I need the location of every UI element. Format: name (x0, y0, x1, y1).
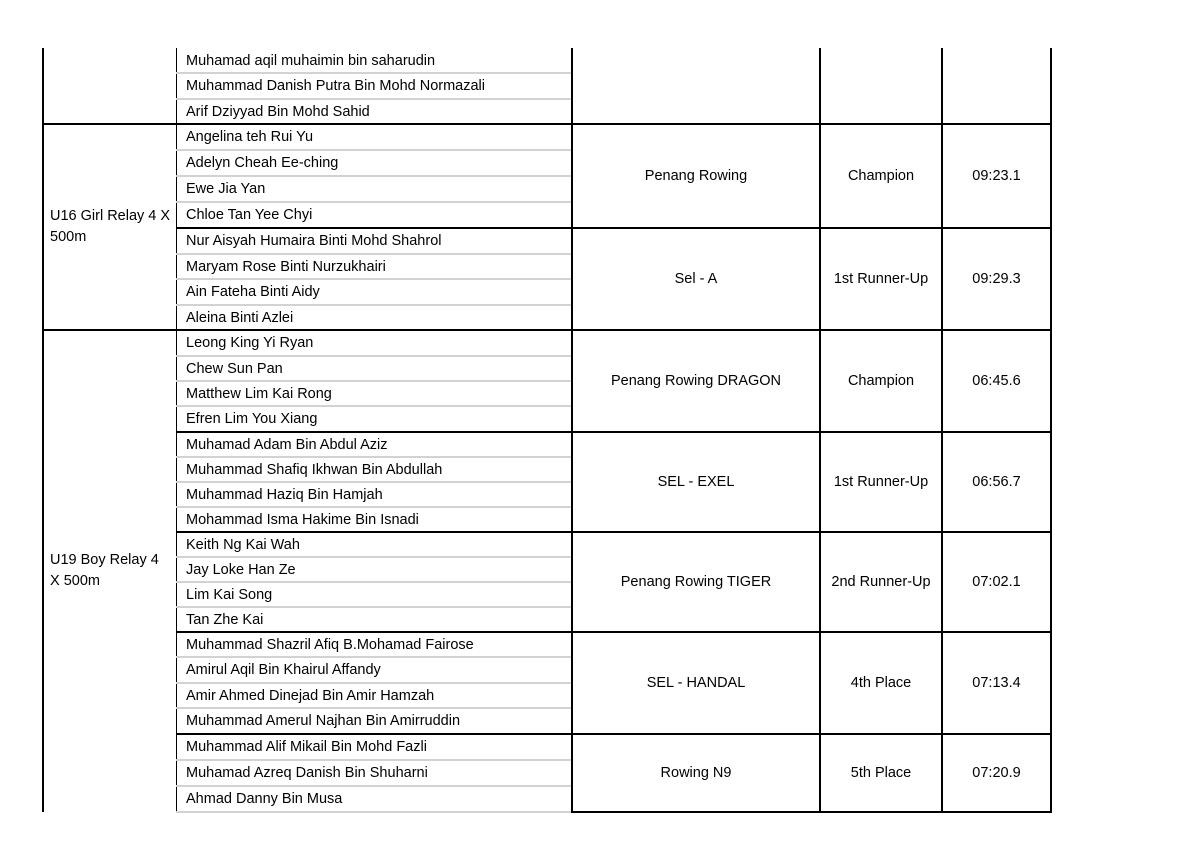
team-row-separator (176, 785, 571, 787)
member-name: Nur Aisyah Humaira Binti Mohd Shahrol (186, 233, 442, 249)
placing: 5th Place (850, 765, 912, 781)
team-block-top-border (176, 431, 1052, 433)
team-row-separator (176, 278, 571, 280)
member-name: Angelina teh Rui Yu (186, 129, 314, 145)
placing: Champion (847, 373, 915, 389)
event-name: U19 Boy Relay 4 X 500m (50, 552, 159, 589)
team-block-top-border (42, 329, 1052, 331)
member-name: Ewe Jia Yan (186, 181, 266, 197)
team-name: Rowing N9 (660, 765, 732, 781)
member-name: Ahmad Danny Bin Musa (186, 791, 343, 807)
member-name: Arif Dziyyad Bin Mohd Sahid (186, 103, 370, 120)
member-name: Muhammad Alif Mikail Bin Mohd Fazli (186, 739, 427, 755)
placing: 1st Runner-Up (833, 474, 929, 490)
event-name: U16 Girl Relay 4 X 500m (50, 208, 171, 245)
team-row-separator (176, 175, 571, 177)
team-name: Penang Rowing TIGER (620, 574, 772, 590)
member-name: Muhamad Azreq Danish Bin Shuharni (186, 765, 428, 781)
placing: 2nd Runner-Up (831, 574, 931, 590)
member-name: Keith Ng Kai Wah (186, 536, 300, 553)
team-row-separator (176, 380, 571, 382)
member-name: Mohammad Isma Hakime Bin Isnadi (186, 511, 419, 528)
team-row-separator (176, 481, 571, 483)
team-name: Penang Rowing (644, 168, 748, 184)
team-block-top-border (176, 531, 1052, 533)
finish-time: 06:56.7 (972, 474, 1021, 490)
member-name: Matthew Lim Kai Rong (186, 385, 332, 402)
name-bottom-border (176, 811, 571, 813)
position-column-border (819, 48, 821, 812)
team-block-top-border (176, 227, 1052, 229)
member-name: Ain Fateha Binti Aidy (186, 284, 320, 300)
member-name: Lim Kai Song (186, 586, 273, 603)
team-block-top-border (42, 123, 1052, 125)
member-name: Aleina Binti Azlei (186, 309, 294, 326)
team-row-separator (176, 201, 571, 203)
team-row-separator (176, 253, 571, 255)
team-column-border (571, 48, 573, 812)
finish-time: 07:20.9 (972, 765, 1021, 781)
team-block-top-border (176, 631, 1052, 633)
finish-time: 09:23.1 (972, 168, 1021, 184)
table-border-right (1050, 48, 1052, 812)
team-row-separator (176, 355, 571, 357)
member-name: Muhammad Amerul Najhan Bin Amirruddin (186, 713, 461, 729)
member-name: Chew Sun Pan (186, 360, 283, 377)
name-column-border (176, 48, 177, 812)
table-border-left (42, 48, 44, 812)
team-row-separator (176, 606, 571, 608)
member-name: Leong King Yi Ryan (186, 335, 314, 351)
team-name: Penang Rowing DRAGON (610, 373, 782, 389)
member-name: Muhammad Danish Putra Bin Mohd Normazali (186, 78, 485, 94)
continued-row-separator (176, 72, 571, 74)
team-row-separator (176, 682, 571, 684)
member-name: Muhamad aqil muhaimin bin saharudin (186, 52, 436, 69)
member-name: Tan Zhe Kai (186, 611, 264, 628)
placing: Champion (847, 168, 915, 184)
finish-time: 09:29.3 (972, 271, 1021, 287)
member-name: Amirul Aqil Bin Khairul Affandy (186, 662, 381, 678)
table-border-bottom (571, 811, 1052, 813)
team-row-separator (176, 581, 571, 583)
team-row-separator (176, 405, 571, 407)
member-name: Maryam Rose Binti Nurzukhairi (186, 258, 386, 275)
team-row-separator (176, 656, 571, 658)
member-name: Jay Loke Han Ze (186, 561, 296, 578)
team-row-separator (176, 707, 571, 709)
member-name: Muhammad Shazril Afiq B.Mohamad Fairose (186, 636, 474, 653)
member-name: Amir Ahmed Dinejad Bin Amir Hamzah (186, 687, 435, 704)
member-name: Muhamad Adam Bin Abdul Aziz (186, 436, 388, 453)
member-name: Muhammad Shafiq Ikhwan Bin Abdullah (186, 461, 443, 478)
team-row-separator (176, 149, 571, 151)
team-row-separator (176, 556, 571, 558)
team-row-separator (176, 759, 571, 761)
continued-row-separator (176, 98, 571, 100)
time-column-border (941, 48, 943, 812)
placing: 4th Place (850, 675, 912, 691)
placing: 1st Runner-Up (833, 271, 929, 287)
team-block-top-border (176, 733, 1052, 735)
finish-time: 07:13.4 (972, 675, 1021, 691)
member-name: Chloe Tan Yee Chyi (186, 207, 313, 223)
team-row-separator (176, 304, 571, 306)
member-name: Muhammad Haziq Bin Hamjah (186, 486, 383, 503)
team-name: SEL - EXEL (657, 474, 735, 490)
team-row-separator (176, 506, 571, 508)
team-name: Sel - A (674, 271, 718, 287)
member-name: Efren Lim You Xiang (186, 411, 318, 427)
finish-time: 07:02.1 (972, 574, 1021, 590)
team-row-separator (176, 456, 571, 458)
finish-time: 06:45.6 (972, 373, 1021, 389)
member-name: Adelyn Cheah Ee-ching (186, 155, 339, 171)
team-name: SEL - HANDAL (646, 675, 746, 691)
